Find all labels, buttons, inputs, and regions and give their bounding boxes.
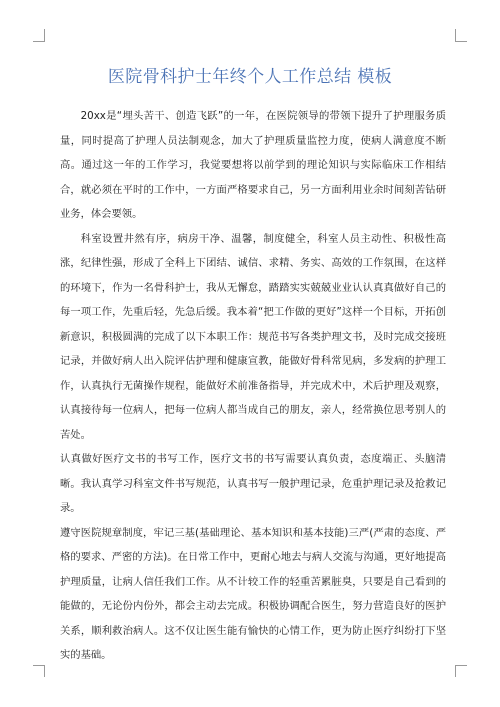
paragraph-intro: 20xx是“埋头苦干、创造飞跃”的一年，在医院领导的带领下提升了护理服务质量，同时提高了护理人员法制观念，加大了护理质量监控力度，使病人满意度不断高。通过这一年的工作学习，我觉要想将以前学到的理论知识与实际临床工作相结合，就必须在平时的工作中，一方面严格要求自己，另一方面利用业余时间刻苦钻研业务，体会要领。 [60,110,446,220]
paragraph-rules: 遵守医院规章制度，牢记三基(基础理论、基本知识和基本技能)三严(严肃的态度、严格的要求、严密的方法)。在日常工作中，更耐心地去与病人交流与沟通，更好地提高护理质量，让病人信任我们工作。从不计较工作的轻重苦累脏臭，只要是自己看到的能做的，无论份内份外，都会主动去完成。积极协调配合医生，努力营造良好的医护关系，顺利救治病人。这不仅让医生能有愉快的心情工作，更为防止医疗纠纷打下坚实的基础。 [60,526,446,661]
crop-mark-top-left-h [33,41,45,42]
crop-mark-bottom-right-h [455,665,467,666]
document-body [60,104,446,668]
crop-mark-bottom-right-v [455,665,456,677]
paragraph-department: 科室设置井然有序，病房干净、温馨，制度健全，科室人员主动性、积极性高涨，纪律性强，形成了全科上下团结、诚信、求精、务实、高效的工作氛围，在这样的环境下，作为一名骨科护士，我从无懈怠，踏踏实实兢兢业业认认真真做好自己的每一项工作，先重后轻，先急后缓。我本着“把工作做的更好”这样一个目标，开拓创新意识，积极圆满的完成了以下本职工作：规范书写各类护理文书，及时完成交接班记录，并做好病人出入院评估护理和健康宣教，能做好骨科常见病，多发病的护理工作，认真执行无菌操作规程，能做好术前准备指导，并完成术中，术后护理及观察，认真接待每一位病人，把每一位病人都当成自己的朋友，亲人，经常换位思考别人的苦处。 [60,232,446,441]
crop-mark-top-right-v [455,29,456,41]
document-title: 医院骨科护士年终个人工作总结 模板 [107,67,393,87]
crop-mark-top-left-v [44,29,45,41]
crop-mark-top-right-h [455,41,467,42]
paragraph-medical-documents: 认真做好医疗文书的书写工作，医疗文书的书写需要认真负责，态度端正、头脑清晰。我认真学习科室文件书写规范，认真书写一般护理记录，危重护理记录及抢救记录。 [60,453,446,514]
crop-mark-bottom-left-v [44,665,45,677]
